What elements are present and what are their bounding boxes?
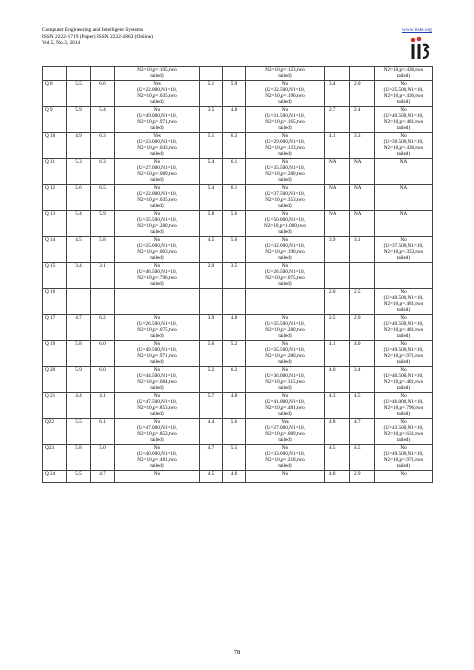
mean-cell: 2.0 bbox=[350, 81, 375, 107]
page-number: 78 bbox=[233, 649, 241, 656]
mean-cell bbox=[223, 67, 246, 81]
mean-cell: 5.8 bbox=[91, 237, 115, 263]
table-row bbox=[43, 341, 433, 367]
issn-line: ISSN 2222-1719 (Paper) ISSN 2222-2863 (Online) bbox=[42, 33, 153, 40]
result-cell: No (U=43.500,N1=10, N2=10,p=.631,two tailed) bbox=[375, 419, 433, 445]
mean-cell: 5.6 bbox=[223, 211, 246, 237]
mean-cell: 5.3 bbox=[67, 159, 91, 185]
result-cell: Yes (U=27.000,N1=10, N2=10,p=.089,two tailed) bbox=[246, 419, 325, 445]
mean-cell: 5.5 bbox=[67, 81, 91, 107]
question-cell: Q23 bbox=[43, 445, 67, 471]
question-cell: Q 20 bbox=[43, 367, 67, 393]
mean-cell: 4.0 bbox=[325, 367, 350, 393]
result-cell: No (U=32.000,N1=10, N2=10,p=.190,two tailed) bbox=[246, 237, 325, 263]
mean-cell: 4.8 bbox=[223, 393, 246, 419]
mean-cell: 4.7 bbox=[200, 445, 223, 471]
result-cell: No (U=35.500,N1=10, N2=10,p=.280,two tailed) bbox=[246, 315, 325, 341]
mean-cell bbox=[67, 289, 91, 315]
mean-cell: 6.2 bbox=[91, 315, 115, 341]
mean-cell: 4.8 bbox=[325, 471, 350, 483]
result-cell: No (U=37.500,N1=10, N2=10,p=.353,two tailed) bbox=[375, 237, 433, 263]
mean-cell: 5.5 bbox=[223, 445, 246, 471]
results-table bbox=[42, 66, 433, 483]
result-cell: No (U=46.000,N1=10, N2=10,p=.796,two tailed) bbox=[375, 393, 433, 419]
mean-cell: 2.5 bbox=[325, 315, 350, 341]
result-cell: No (U=33.000,N1=10, N2=10,p=.218,two tailed) bbox=[246, 445, 325, 471]
result-cell: No (U=35.500,N1=10, N2=10,p=.280,two tailed) bbox=[115, 211, 200, 237]
mean-cell bbox=[325, 263, 350, 289]
mean-cell: 5.4 bbox=[91, 107, 115, 133]
table-row bbox=[43, 445, 433, 471]
mean-cell: NA bbox=[325, 159, 350, 185]
mean-cell bbox=[200, 289, 223, 315]
mean-cell: 3.4 bbox=[67, 263, 91, 289]
mean-cell: 5.4 bbox=[200, 159, 223, 185]
result-cell: No (U=40.000,N1=10, N2=10,p=.481,two tailed) bbox=[115, 445, 200, 471]
mean-cell: 5.2 bbox=[200, 367, 223, 393]
table-row bbox=[43, 471, 433, 483]
mean-cell: 3.1 bbox=[350, 237, 375, 263]
result-cell: No (U=40.500,N1=10, N2=10,p=.481,two tailed) bbox=[375, 107, 433, 133]
question-cell: Q 8 bbox=[43, 81, 67, 107]
table-row bbox=[43, 263, 433, 289]
result-cell: No (U=26.500,N1=10, N2=10,p=.075,two tailed) bbox=[246, 263, 325, 289]
result-cell: No (U=39.500,N1=10, N2=10,p=.436,two tailed) bbox=[375, 133, 433, 159]
question-cell: Q 12 bbox=[43, 185, 67, 211]
mean-cell: 5.9 bbox=[91, 211, 115, 237]
result-cell: NA bbox=[375, 185, 433, 211]
result-cell: No (U=40.500,N1=10, N2=10,p=.481,two tailed) bbox=[375, 289, 433, 315]
question-cell: Q 24 bbox=[43, 471, 67, 483]
result-cell: No (U=25.000,N1=10, N2=10,p=.063,two tailed) bbox=[115, 237, 200, 263]
mean-cell: 5.8 bbox=[67, 341, 91, 367]
result-cell: N2=10,p=.123,two tailed) bbox=[246, 67, 325, 81]
result-cell: No (U=41.000,N1=10, N2=10,p=.481,two tailed) bbox=[246, 393, 325, 419]
mean-cell: 6.1 bbox=[91, 419, 115, 445]
iiste-logo-icon bbox=[404, 35, 432, 63]
mean-cell: 4.9 bbox=[67, 133, 91, 159]
mean-cell: 4.5 bbox=[67, 237, 91, 263]
result-cell: Yes (U=22.000,N1=10, N2=10,p=.035,two tailed) bbox=[115, 81, 200, 107]
mean-cell: 2.0 bbox=[325, 289, 350, 315]
result-cell: No bbox=[246, 471, 325, 483]
mean-cell: 4.7 bbox=[67, 315, 91, 341]
mean-cell: 4.5 bbox=[350, 445, 375, 471]
mean-cell: 5.1 bbox=[200, 133, 223, 159]
mean-cell: NA bbox=[325, 185, 350, 211]
table-row bbox=[43, 159, 433, 185]
mean-cell: 2.7 bbox=[325, 107, 350, 133]
mean-cell: 5.4 bbox=[200, 185, 223, 211]
question-cell: Q 9 bbox=[43, 107, 67, 133]
mean-cell: 4.1 bbox=[91, 393, 115, 419]
mean-cell: 5.1 bbox=[200, 81, 223, 107]
result-cell: No (U=47.500,N1=10, N2=10,p=.853,two tailed) bbox=[115, 393, 200, 419]
table-row bbox=[43, 367, 433, 393]
mean-cell bbox=[350, 67, 375, 81]
table-row bbox=[43, 67, 433, 81]
mean-cell: 4.4 bbox=[67, 393, 91, 419]
mean-cell bbox=[67, 67, 91, 81]
mean-cell: 5.2 bbox=[223, 341, 246, 367]
mean-cell: 3.4 bbox=[325, 81, 350, 107]
mean-cell: 6.1 bbox=[223, 159, 246, 185]
result-cell: N2=10,p=.105,two tailed) bbox=[115, 67, 200, 81]
result-cell: No (U=37.500,N1=10, N2=10,p=.353,two tailed) bbox=[246, 185, 325, 211]
question-cell: Q 10 bbox=[43, 133, 67, 159]
mean-cell: 5.7 bbox=[200, 393, 223, 419]
result-cell: No (U=44.500,N1=10, N2=10,p=.684,two tailed) bbox=[115, 367, 200, 393]
mean-cell: 5.5 bbox=[67, 419, 91, 445]
result-cell: No (U=22.000,N1=10, N2=10,p=.035,two tailed) bbox=[115, 185, 200, 211]
mean-cell bbox=[223, 289, 246, 315]
mean-cell: 4.1 bbox=[325, 133, 350, 159]
mean-cell: 6.1 bbox=[223, 185, 246, 211]
result-cell: NA bbox=[375, 159, 433, 185]
mean-cell: 3.9 bbox=[325, 237, 350, 263]
mean-cell bbox=[91, 289, 115, 315]
mean-cell: 6.5 bbox=[91, 185, 115, 211]
mean-cell: 3.9 bbox=[200, 315, 223, 341]
mean-cell: 5.6 bbox=[223, 237, 246, 263]
question-cell: Q 11 bbox=[43, 159, 67, 185]
question-cell: Q22 bbox=[43, 419, 67, 445]
mean-cell: 4.6 bbox=[223, 471, 246, 483]
result-cell: No (U=46.500,N1=10, N2=10,p=.796,two tailed) bbox=[115, 263, 200, 289]
mean-cell: NA bbox=[350, 211, 375, 237]
mean-cell bbox=[91, 67, 115, 81]
result-cell: No (U=40.500,N1=10, N2=10,p=.481,two tailed) bbox=[375, 367, 433, 393]
mean-cell: 5.5 bbox=[67, 471, 91, 483]
table-row bbox=[43, 419, 433, 445]
mean-cell: 5.8 bbox=[67, 445, 91, 471]
mean-cell: 6.3 bbox=[91, 159, 115, 185]
question-cell: Q 16 bbox=[43, 289, 67, 315]
result-cell: No (U=35.500,N1=10, N2=10,p=.280,two tailed) bbox=[246, 341, 325, 367]
result-cell: No (U=50.000,N1=10, N2=10,p=1.000,two tailed) bbox=[246, 211, 325, 237]
table-row bbox=[43, 393, 433, 419]
mean-cell: 5.6 bbox=[200, 341, 223, 367]
mean-cell: 4.0 bbox=[350, 341, 375, 367]
result-cell bbox=[375, 263, 433, 289]
mean-cell: 4.1 bbox=[325, 341, 350, 367]
mean-cell: NA bbox=[350, 159, 375, 185]
question-cell: Q 19 bbox=[43, 341, 67, 367]
result-cell: No (U=49.500,N1=10, N2=10,p=.971,two tailed) bbox=[115, 341, 200, 367]
result-cell: No (U=25.500,N1=10, N2=10,p=.436,two tailed) bbox=[375, 81, 433, 107]
result-cell: N2=10,p=.436,two tailed) bbox=[375, 67, 433, 81]
result-cell: No (U=36.000,N1=10, N2=10,p=.315,two tailed) bbox=[246, 367, 325, 393]
mean-cell: 4.8 bbox=[325, 419, 350, 445]
mean-cell: 4.5 bbox=[200, 237, 223, 263]
mean-cell: 5.0 bbox=[91, 445, 115, 471]
mean-cell: 5.6 bbox=[223, 419, 246, 445]
mean-cell: 4.8 bbox=[223, 107, 246, 133]
mean-cell: 3.3 bbox=[350, 133, 375, 159]
question-cell: Q 14 bbox=[43, 237, 67, 263]
mean-cell: 4.5 bbox=[350, 393, 375, 419]
mean-cell: 6.3 bbox=[91, 133, 115, 159]
journal-url-link[interactable]: www.iiste.org bbox=[401, 27, 432, 33]
mean-cell: 2.0 bbox=[200, 263, 223, 289]
mean-cell: 5.9 bbox=[67, 107, 91, 133]
table-row bbox=[43, 185, 433, 211]
mean-cell: 4.7 bbox=[350, 419, 375, 445]
table-row bbox=[43, 107, 433, 133]
result-cell: NA bbox=[375, 211, 433, 237]
table-row bbox=[43, 237, 433, 263]
mean-cell: 4.4 bbox=[200, 419, 223, 445]
result-cell: Yes (U=23.000,N1=10, N2=10,p=.043,two tailed) bbox=[115, 133, 200, 159]
mean-cell: 3.5 bbox=[200, 107, 223, 133]
result-cell: No (U=27.000,N1=10, N2=10,p=.089,two tailed) bbox=[115, 159, 200, 185]
table-row bbox=[43, 289, 433, 315]
table-row bbox=[43, 315, 433, 341]
mean-cell: 5.8 bbox=[200, 211, 223, 237]
mean-cell: 5.9 bbox=[223, 81, 246, 107]
mean-cell: 4.3 bbox=[325, 393, 350, 419]
result-cell: No (U=49.500,N1=10, N2=10,p=.971,two tailed) bbox=[375, 341, 433, 367]
result-cell: No (U=31.500,N1=10, N2=10,p=.165,two tailed) bbox=[246, 107, 325, 133]
table-row bbox=[43, 133, 433, 159]
result-cell bbox=[115, 289, 200, 315]
mean-cell: NA bbox=[325, 211, 350, 237]
mean-cell: 6.0 bbox=[91, 367, 115, 393]
mean-cell: 6.3 bbox=[223, 133, 246, 159]
result-cell bbox=[246, 289, 325, 315]
journal-header bbox=[42, 27, 153, 47]
question-cell bbox=[43, 67, 67, 81]
result-cell: No (U=29.000,N1=10, N2=10,p=.123,two tailed) bbox=[246, 133, 325, 159]
question-cell: Q 13 bbox=[43, 211, 67, 237]
result-cell: No (U=35.500,N1=10, N2=10,p=.280,two tailed) bbox=[246, 159, 325, 185]
results-table-body bbox=[43, 67, 433, 483]
mean-cell: 4.5 bbox=[200, 471, 223, 483]
question-cell: Q 17 bbox=[43, 315, 67, 341]
mean-cell: 6.6 bbox=[91, 81, 115, 107]
mean-cell: 5.6 bbox=[67, 185, 91, 211]
mean-cell: 5.9 bbox=[67, 367, 91, 393]
mean-cell: NA bbox=[350, 185, 375, 211]
mean-cell: 2.9 bbox=[350, 471, 375, 483]
mean-cell: 4.8 bbox=[223, 315, 246, 341]
mean-cell: 6.2 bbox=[223, 367, 246, 393]
mean-cell: 4.7 bbox=[91, 471, 115, 483]
mean-cell: 3.4 bbox=[350, 367, 375, 393]
question-cell: Q 15 bbox=[43, 263, 67, 289]
table-row bbox=[43, 211, 433, 237]
mean-cell bbox=[200, 67, 223, 81]
mean-cell: 3.5 bbox=[223, 263, 246, 289]
mean-cell bbox=[325, 67, 350, 81]
result-cell: No (U=49.000,N1=10, N2=10,p=.971,two tailed) bbox=[115, 107, 200, 133]
result-cell: No (U=26.500,N1=10, N2=10,p=.075,two tailed) bbox=[115, 315, 200, 341]
table-row bbox=[43, 81, 433, 107]
mean-cell: 6.0 bbox=[91, 341, 115, 367]
mean-cell: 2.5 bbox=[350, 289, 375, 315]
mean-cell: 2.4 bbox=[350, 107, 375, 133]
result-cell: No (U=49.500,N1=10, N2=10,p=.971,two tailed) bbox=[375, 445, 433, 471]
mean-cell: 5.4 bbox=[67, 211, 91, 237]
result-cell: No (U=32.500,N1=10, N2=10,p=.190,two tailed) bbox=[246, 81, 325, 107]
result-cell: No bbox=[115, 471, 200, 483]
mean-cell: 4.5 bbox=[325, 445, 350, 471]
result-cell: No (U=40.500,N1=10, N2=10,p=.481,two tailed) bbox=[375, 315, 433, 341]
mean-cell: 3.1 bbox=[91, 263, 115, 289]
result-cell: No bbox=[375, 471, 433, 483]
mean-cell: 2.0 bbox=[350, 315, 375, 341]
volume-line: Vol.5, No.3, 2014 bbox=[42, 40, 81, 47]
result-cell: No (U=47.000,N1=10, N2=10,p=.853,two tailed) bbox=[115, 419, 200, 445]
journal-title: Computer Engineering and Intelligent Systems bbox=[42, 27, 144, 33]
mean-cell bbox=[350, 263, 375, 289]
question-cell: Q 21 bbox=[43, 393, 67, 419]
